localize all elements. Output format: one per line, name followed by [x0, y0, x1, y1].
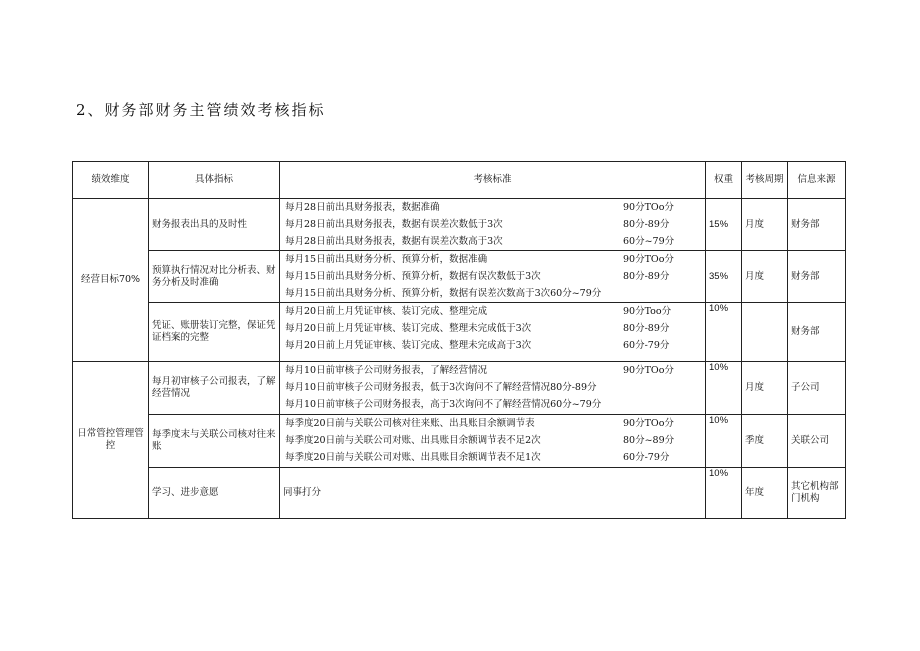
standard-cell	[280, 362, 706, 415]
standard-line: 每月15日前出具财务分析、预算分析，数据准确 90分TOo分	[285, 254, 674, 265]
standard-cell	[280, 251, 706, 303]
cycle-cell	[742, 303, 788, 362]
standard-cell: 同事打分	[280, 468, 706, 519]
table-row	[73, 303, 846, 362]
cycle-cell: 月度	[742, 362, 788, 415]
source-cell: 财务部	[788, 251, 846, 303]
header-dimension: 绩效维度	[73, 162, 149, 199]
kpi-table	[72, 161, 846, 519]
table-row	[73, 362, 846, 415]
weight-cell: 15%	[706, 199, 742, 251]
cycle-cell: 年度	[742, 468, 788, 519]
standard-line: 每月10日前审核子公司财务报表，低于3次询问不了解经营情况80分-89分	[285, 382, 597, 393]
standard-line: 每月15日前出具财务分析、预算分析，数据有误次数低于3次 80分-89分	[285, 271, 670, 282]
standard-line: 每月10日前审核子公司财务报表，高于3次询问不了解经营情况60分~79分	[285, 399, 602, 410]
indicator-cell: 凭证、账册装订完整，保证凭证档案的完整	[149, 303, 280, 362]
table-row	[73, 415, 846, 468]
standard-line: 每季度20日前与关联公司对账、出具账目余额调节表不足1次 60分-79分	[285, 452, 670, 463]
standard-line: 每月20日前上月凭证审核、装订完成、整理完成 90分Too分	[285, 306, 672, 317]
dimension-cell: 日常管控管理管控	[73, 362, 149, 519]
standard-line: 每月15日前出具财务分析、预算分析，数据有误差次数高于3次60分~79分	[285, 288, 602, 299]
source-cell: 其它机构部门机构	[788, 468, 846, 519]
header-source: 信息来源	[788, 162, 846, 199]
standard-line: 每季度20日前与关联公司核对往来账、出具账目余额调节表 90分TOo分	[285, 418, 674, 429]
weight-cell: 10%	[706, 415, 742, 468]
indicator-cell: 每月初审核子公司报表，了解经营情况	[149, 362, 280, 415]
source-cell: 关联公司	[788, 415, 846, 468]
table-row	[73, 468, 846, 519]
standard-cell	[280, 199, 706, 251]
table-row	[73, 251, 846, 303]
weight-cell: 35%	[706, 251, 742, 303]
header-weight: 权重	[706, 162, 742, 199]
weight-cell: 10%	[706, 468, 742, 519]
indicator-cell: 学习、进步意愿	[149, 468, 280, 519]
header-standard: 考核标准	[280, 162, 706, 199]
standard-line: 每月20日前上月凭证审核、装订完成、整理未完成低于3次 80分-89分	[285, 323, 670, 334]
cycle-cell: 月度	[742, 251, 788, 303]
cycle-cell: 月度	[742, 199, 788, 251]
table-header-row	[73, 162, 846, 199]
standard-line: 每月28日前出具财务报表，数据有误差次数低于3次 80分-89分	[285, 219, 670, 230]
source-cell: 财务部	[788, 303, 846, 362]
standard-line: 每月10日前审核子公司财务报表，了解经营情况 90分TOo分	[285, 365, 674, 376]
header-cycle: 考核周期	[742, 162, 788, 199]
page-title: 2、财务部财务主管绩效考核指标	[76, 101, 326, 119]
standard-line: 每月28日前出具财务报表，数据有误差次数高于3次 60分~79分	[285, 236, 675, 247]
weight-cell: 10%	[706, 303, 742, 362]
dimension-cell: 经营目标70%	[73, 199, 149, 362]
standard-line: 每季度20日前与关联公司对账、出具账目余额调节表不足2次 80分~89分	[285, 435, 675, 446]
table-row	[73, 199, 846, 251]
standard-cell	[280, 415, 706, 468]
indicator-cell: 预算执行情况对比分析表、财务分析及时准确	[149, 251, 280, 303]
header-indicator: 具体指标	[149, 162, 280, 199]
source-cell: 财务部	[788, 199, 846, 251]
source-cell: 子公司	[788, 362, 846, 415]
indicator-cell: 每季度末与关联公司核对往来账	[149, 415, 280, 468]
standard-cell	[280, 303, 706, 362]
weight-cell: 10%	[706, 362, 742, 415]
standard-line: 每月28日前出具财务报表，数据准确 90分TOo分	[285, 202, 674, 213]
standard-line: 每月20日前上月凭证审核、装订完成、整理未完成高于3次 60分-79分	[285, 340, 670, 351]
cycle-cell: 季度	[742, 415, 788, 468]
indicator-cell: 财务报表出具的及时性	[149, 199, 280, 251]
